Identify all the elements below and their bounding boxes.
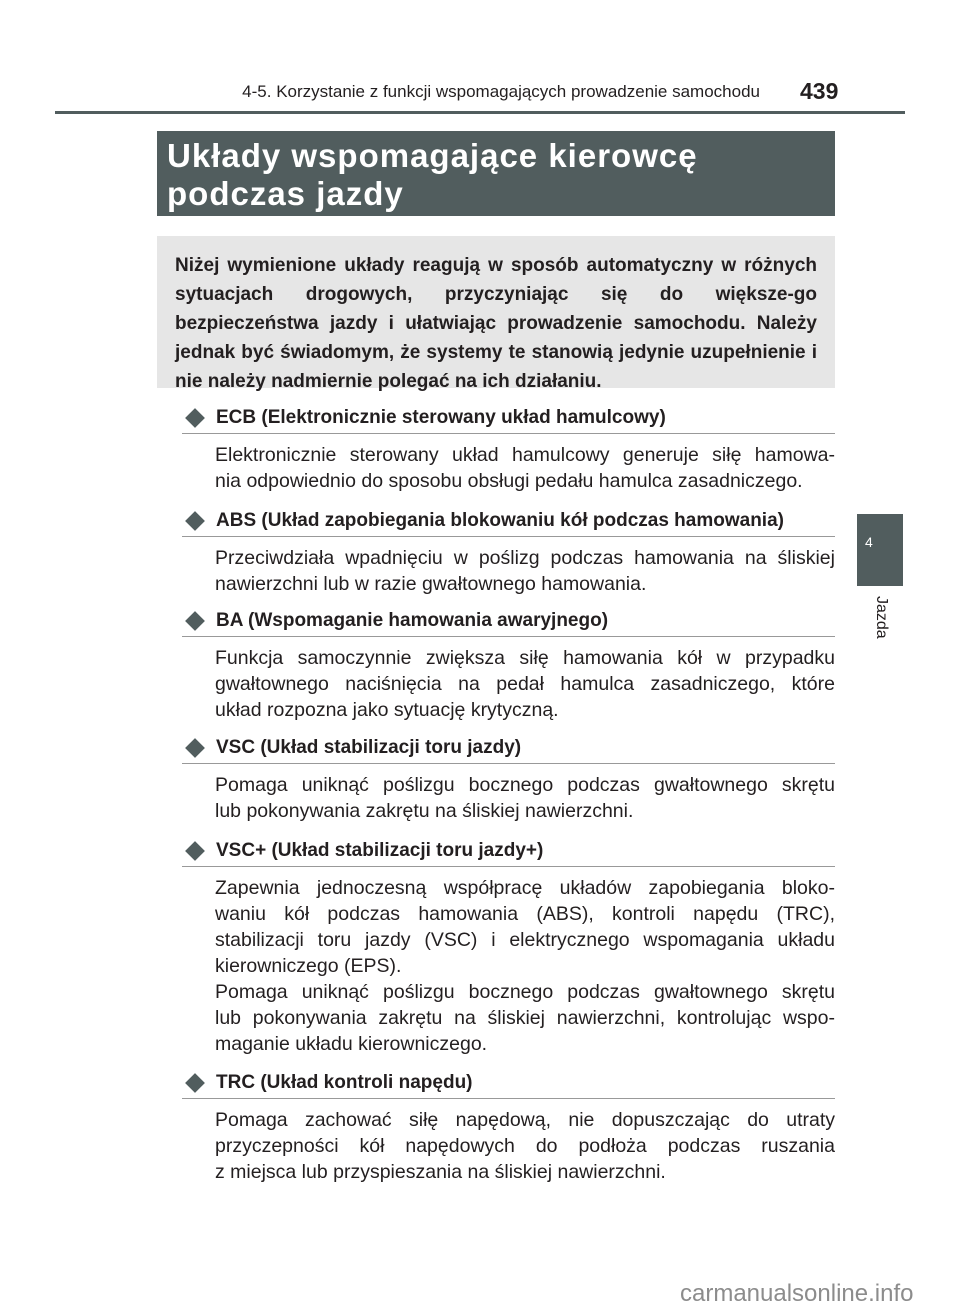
heading-text: TRC (Układ kontroli napędu) (216, 1072, 473, 1093)
heading-text: ABS (Układ zapobiegania blokowaniu kół podczas hamowania) (216, 510, 784, 531)
section (182, 606, 835, 723)
body-line: lub pokonywania zakrętu na śliskiej nawierzchni, kontrolując wspo- (215, 1007, 835, 1029)
heading-text: ECB (Elektronicznie sterowany układ hamulcowy) (216, 407, 666, 428)
body-line: Pomaga uniknąć poślizgu bocznego podczas gwałtownego skrętu (215, 981, 835, 1003)
body-line: układ rozpozna jako sytuację krytyczną. (215, 699, 559, 721)
body-line: z miejsca lub przyspieszania na śliskiej nawierzchni. (215, 1161, 666, 1183)
section-body (215, 772, 835, 824)
heading-text: VSC (Układ stabilizacji toru jazdy) (216, 737, 522, 758)
body-line: lub pokonywania zakrętu na śliskiej nawierzchni. (215, 800, 634, 822)
body-line: nia odpowiednio do sposobu obsługi pedału hamulca zasadniczego. (215, 470, 803, 492)
body-line: Funkcja samoczynnie zwiększa siłę hamowania kół w przypadku (215, 647, 835, 669)
body-line: przyczepności kół napędowych do podłoża podczas ruszania (215, 1135, 835, 1157)
section-body (215, 645, 835, 723)
body-line: Pomaga uniknąć poślizgu bocznego podczas gwałtownego skrętu (215, 774, 835, 796)
chapter-tab[interactable] (857, 514, 903, 586)
chapter-number: 4 (865, 534, 873, 550)
diamond-icon (185, 408, 205, 428)
body-line: waniu kół podczas hamowania (ABS), kontroli napędu (TRC), (215, 903, 835, 925)
section-heading (182, 836, 835, 867)
body-line: nawierzchni lub w razie gwałtownego hamowania. (215, 573, 647, 595)
section-body (215, 545, 835, 597)
page-title (157, 131, 835, 216)
running-header: 4-5. Korzystanie z funkcji wspomagających prowadzenie samochodu (242, 82, 760, 101)
diamond-icon (185, 611, 205, 631)
section (182, 733, 835, 824)
body-line: Elektronicznie sterowany układ hamulcowy generuje siłę hamowa- (215, 444, 835, 466)
heading-text: BA (Wspomaganie hamowania awaryjnego) (216, 610, 609, 631)
chapter-label: Jazda (873, 596, 890, 639)
section-body (215, 442, 835, 494)
section-heading (182, 606, 835, 637)
watermark: carmanualsonline.info (680, 1280, 914, 1307)
body-line: Zapewnia jednoczesną współpracę układów zapobiegania bloko- (215, 877, 835, 899)
header-rule (55, 111, 905, 114)
section (182, 1068, 835, 1185)
diamond-icon (185, 511, 205, 531)
section-heading (182, 506, 835, 537)
section (182, 506, 835, 597)
body-line: gwałtownego naciśnięcia na pedał hamulca zasadniczego, które (215, 673, 835, 695)
section (182, 836, 835, 1057)
section-body (215, 1107, 835, 1185)
section-heading (182, 1068, 835, 1099)
title-line: Układy wspomagające kierowcę (167, 137, 698, 174)
diamond-icon (185, 738, 205, 758)
body-line: stabilizacji toru jazdy (VSC) i elektrycznego wspomagania układu (215, 929, 835, 951)
diamond-icon (185, 1073, 205, 1093)
section-heading (182, 733, 835, 764)
body-line: Przeciwdziała wpadnięciu w poślizg podczas hamowania na śliskiej (215, 547, 835, 569)
body-line: maganie układu kierowniczego. (215, 1033, 488, 1055)
intro-box: Niżej wymienione układy reagują w sposób automatyczny w różnych sytuacjach drogowych, przyczyniając się do większe-go bezpieczeństwa jazdy i ułatwiając prowadzenie samochodu. Należy jednak być świadomym, że systemy te stanowią jedynie uzupełnienie i nie należy nadmiernie polegać na ich działaniu. (157, 236, 835, 388)
body-line: Pomaga zachować siłę napędową, nie dopuszczając do utraty (215, 1109, 835, 1131)
page-number: 439 (800, 78, 839, 104)
title-line: podczas jazdy (167, 175, 404, 212)
body-line: kierowniczego (EPS). (215, 955, 402, 977)
section-body (215, 875, 835, 1057)
section (182, 403, 835, 494)
section-heading (182, 403, 835, 434)
heading-text: VSC+ (Układ stabilizacji toru jazdy+) (216, 840, 544, 861)
diamond-icon (185, 841, 205, 861)
